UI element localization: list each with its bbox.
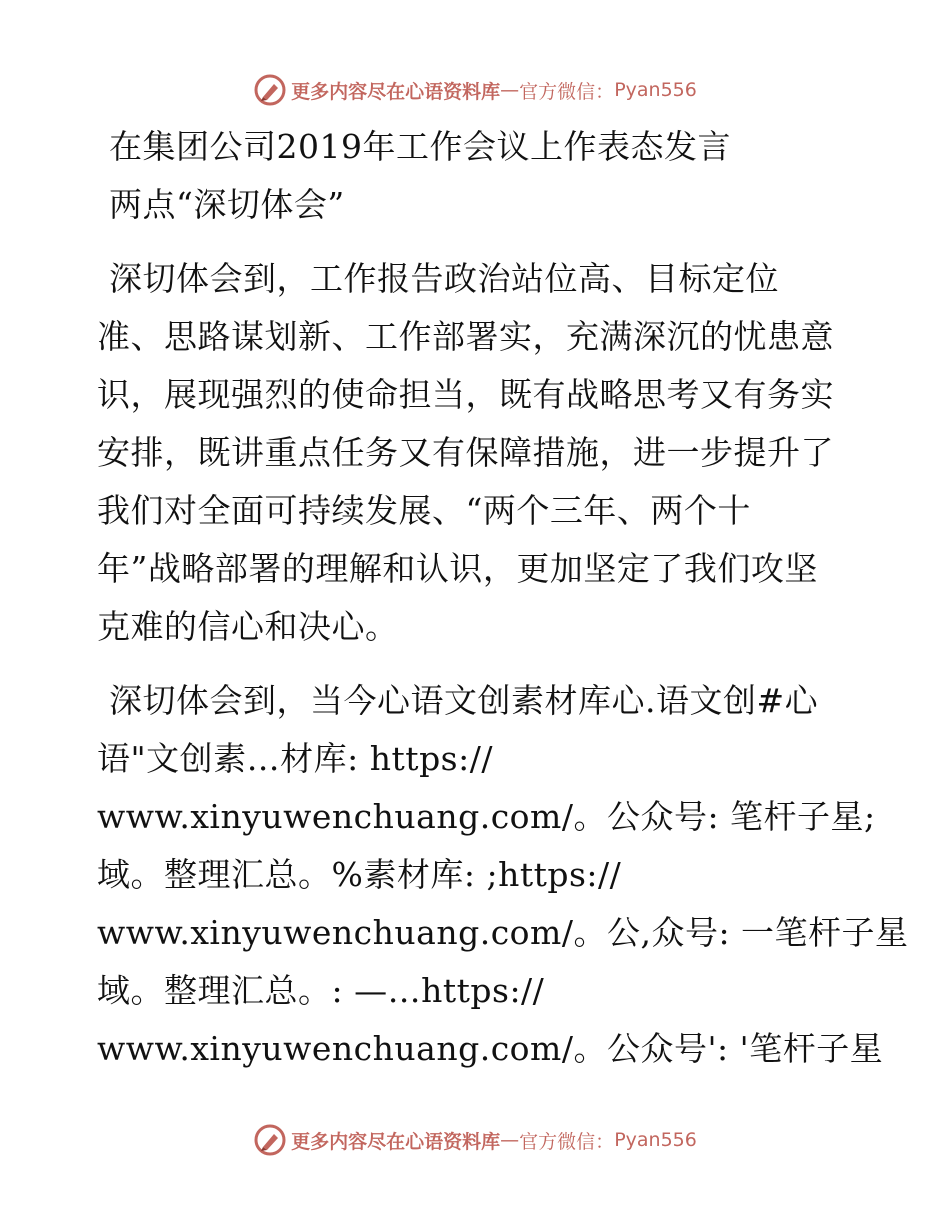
banner-separator: — — [500, 1129, 520, 1151]
paragraph-line: 域。整理汇总。%素材库: ;https:// — [97, 855, 622, 894]
paragraph-line: www.xinyuwenchuang.com/。公,众号: 一笔杆子星 — [97, 913, 909, 952]
paragraph-line: 域。整理汇总。: —…https:// — [97, 971, 545, 1010]
pen-nib-logo-icon — [253, 73, 287, 107]
paragraph-line: www.xinyuwenchuang.com/。公众号': '笔杆子星 — [97, 1029, 884, 1068]
footer-banner — [0, 1120, 950, 1160]
document-body — [97, 118, 909, 1078]
document-title: 在集团公司2019年工作会议上作表态发言 — [109, 127, 731, 166]
banner-wechat-label: 官方微信： — [519, 80, 615, 103]
paragraph-line: 语"文创素…材库: https:// — [97, 739, 493, 778]
banner-wechat-label: 官方微信： — [519, 1130, 615, 1153]
paragraph-line: 我们对全面可持续发展、“两个三年、两个十 — [97, 491, 751, 530]
banner-brand: 更多内容尽在心语资料库 — [291, 1130, 501, 1153]
pen-nib-logo-icon — [253, 1123, 287, 1157]
paragraph-line: 克难的信心和决心。 — [97, 607, 399, 646]
paragraph-line: 准、思路谋划新、工作部署实，充满深沉的忧患意 — [97, 317, 834, 356]
paragraph-line: 深切体会到，工作报告政治站位高、目标定位 — [109, 259, 779, 298]
document-subtitle: 两点“深切体会” — [109, 185, 345, 224]
paragraph-1 — [97, 250, 857, 656]
banner-wechat-id: Pyan556 — [614, 79, 697, 101]
header-banner — [0, 70, 950, 110]
paragraph-line: 深切体会到，当今心语文创素材库心.语文创#心 — [109, 681, 819, 720]
paragraph-line: 年”战略部署的理解和认识，更加坚定了我们攻坚 — [97, 549, 818, 588]
paragraph-line: 识，展现强烈的使命担当，既有战略思考又有务实 — [97, 375, 834, 414]
banner-wechat-id: Pyan556 — [614, 1129, 697, 1151]
banner-brand: 更多内容尽在心语资料库 — [291, 80, 501, 103]
paragraph-line: www.xinyuwenchuang.com/。公众号: 笔杆子星; — [97, 797, 876, 836]
paragraph-line: 安排，既讲重点任务又有保障措施，进一步提升了 — [97, 433, 834, 472]
banner-separator: — — [500, 79, 520, 101]
paragraph-2 — [97, 672, 909, 1078]
